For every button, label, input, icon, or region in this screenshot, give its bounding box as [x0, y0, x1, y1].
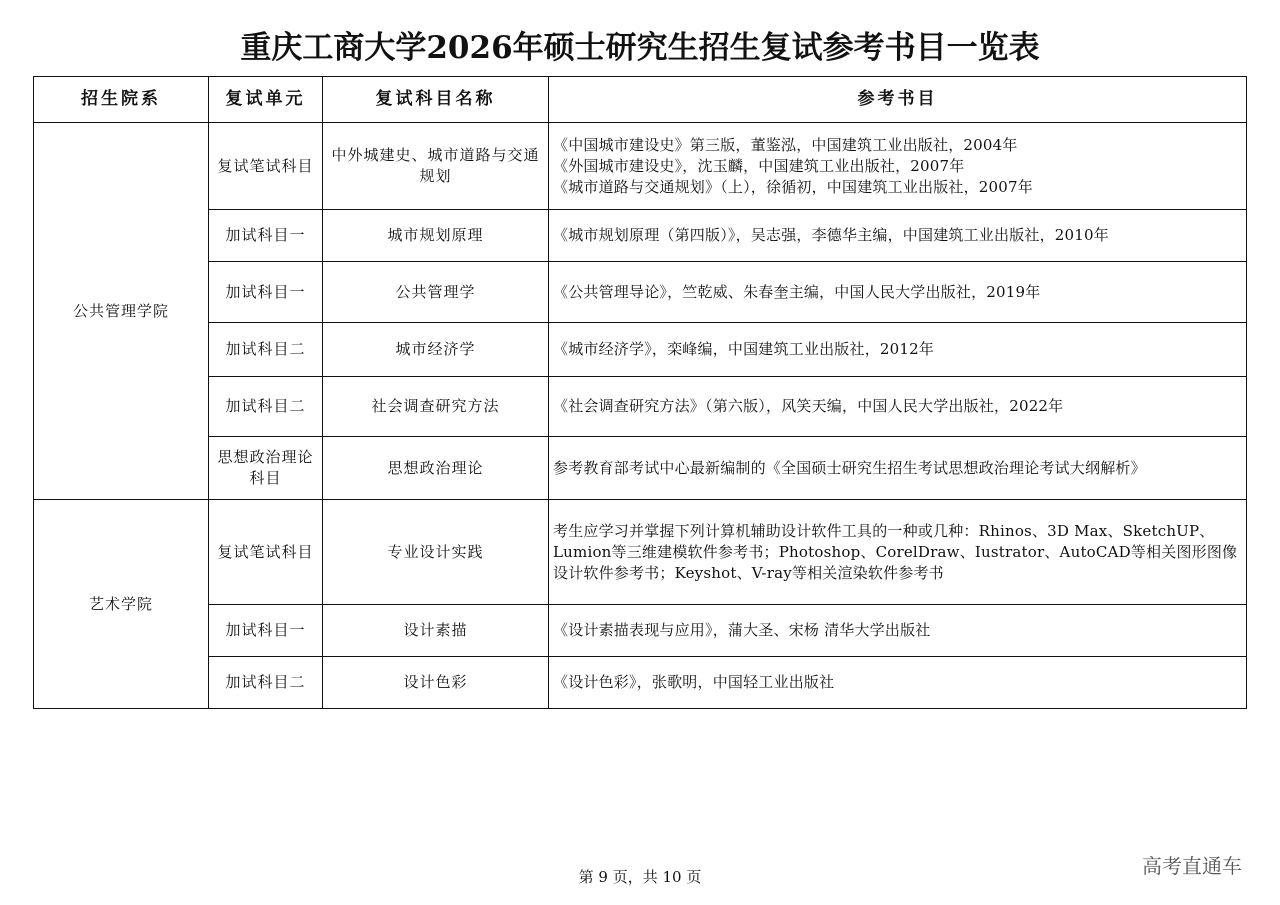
references-cell [549, 605, 1247, 657]
table-row [34, 500, 1247, 605]
references-cell [549, 210, 1247, 262]
references-cell [549, 123, 1247, 210]
unit-cell: 思想政治理论科目 [209, 437, 323, 500]
subject-cell: 城市经济学 [323, 323, 549, 377]
table-header-row [34, 77, 1247, 123]
reference-line: 参考教育部考试中心最新编制的《全国硕士研究生招生考试思想政治理论考试大纲解析》 [553, 458, 1146, 477]
reference-line: 《社会调查研究方法》（第六版），风笑天编，中国人民大学出版社，2022年 [553, 397, 1064, 415]
references-cell [549, 500, 1247, 605]
page-number-footer: 第 9 页，共 10 页 [578, 868, 702, 886]
reference-line: 《外国城市建设史》，沈玉麟，中国建筑工业出版社，2007年 [553, 156, 965, 175]
table-row [34, 657, 1247, 709]
unit-cell: 加试科目二 [209, 657, 323, 709]
watermark-text: 高考直通车 [1142, 854, 1242, 878]
reference-line: 考生应学习并掌握下列计算机辅助设计软件工具的一种或几种：Rhinos、3D Max、SketchUP、 Lumion等三维建模软件参考书；Photoshop、CorelDraw、Iustrator、AutoCAD等相关图形图像设计软件参考书；Keyshot、V-ray等相关渲染软件参考书 [553, 521, 1238, 582]
unit-cell: 复试笔试科目 [209, 500, 323, 605]
reference-line: 《中国城市建设史》第三版，董鉴泓，中国建筑工业出版社，2004年 [553, 135, 1018, 154]
subject-cell: 公共管理学 [323, 262, 549, 323]
references-cell [549, 437, 1247, 500]
subject-cell: 中外城建史、城市道路与交通规划 [323, 123, 549, 210]
header-unit: 复试单元 [209, 77, 323, 123]
header-references: 参考书目 [549, 77, 1247, 123]
header-department: 招生院系 [34, 77, 209, 123]
references-cell [549, 323, 1247, 377]
reference-line: 《公共管理导论》，竺乾威、朱春奎主编，中国人民大学出版社，2019年 [553, 282, 1041, 301]
reference-line: 《设计素描表现与应用》，蒲大圣、宋杨 清华大学出版社 [553, 621, 931, 639]
subject-cell: 思想政治理论 [323, 437, 549, 500]
subject-cell: 设计色彩 [323, 657, 549, 709]
subject-cell: 社会调查研究方法 [323, 377, 549, 437]
references-cell [549, 657, 1247, 709]
table-row [34, 323, 1247, 377]
department-cell: 公共管理学院 [34, 123, 209, 500]
department-cell: 艺术学院 [34, 500, 209, 709]
reference-line: 《城市道路与交通规划》（上），徐循初，中国建筑工业出版社，2007年 [553, 177, 1033, 196]
header-subject: 复试科目名称 [323, 77, 549, 123]
unit-cell: 加试科目一 [209, 605, 323, 657]
unit-cell: 加试科目一 [209, 262, 323, 323]
subject-cell: 设计素描 [323, 605, 549, 657]
page-title: 重庆工商大学2026年硕士研究生招生复试参考书目一览表 [240, 30, 1040, 66]
reference-line: 《设计色彩》，张歌明，中国轻工业出版社 [553, 673, 835, 691]
unit-cell: 复试笔试科目 [209, 123, 323, 210]
unit-cell: 加试科目二 [209, 377, 323, 437]
table-row [34, 605, 1247, 657]
reference-line: 《城市经济学》，栾峰编，中国建筑工业出版社，2012年 [553, 340, 935, 358]
unit-cell: 加试科目一 [209, 210, 323, 262]
table-row [34, 377, 1247, 437]
subject-cell: 专业设计实践 [323, 500, 549, 605]
table-row [34, 262, 1247, 323]
table-row [34, 437, 1247, 500]
references-cell [549, 377, 1247, 437]
subject-cell: 城市规划原理 [323, 210, 549, 262]
table-row [34, 123, 1247, 210]
reference-line: 《城市规划原理（第四版）》，吴志强，李德华主编，中国建筑工业出版社，2010年 [553, 226, 1109, 244]
table-row [34, 210, 1247, 262]
references-cell [549, 262, 1247, 323]
reference-books-table [33, 76, 1247, 709]
unit-cell: 加试科目二 [209, 323, 323, 377]
